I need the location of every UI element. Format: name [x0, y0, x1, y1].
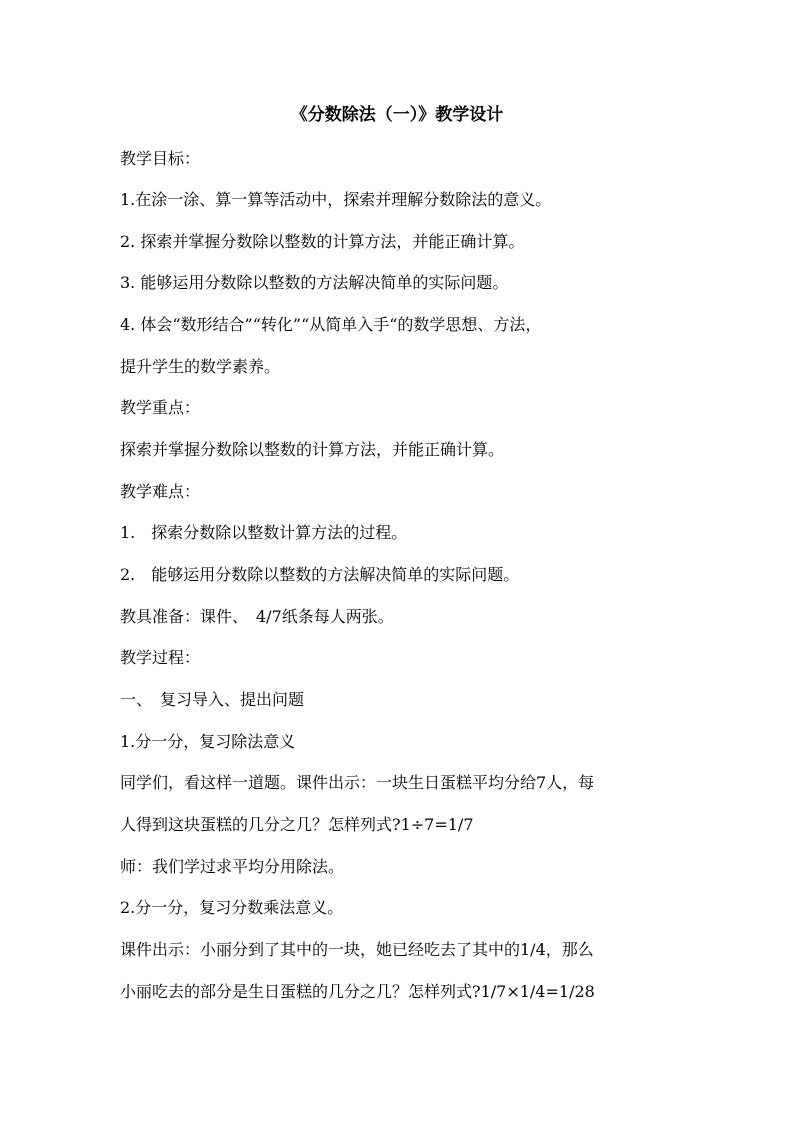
- process-step-1-heading: 一、 复习导入、提出问题: [120, 690, 305, 709]
- paragraph-line: 师：我们学过求平均分用除法。: [120, 857, 345, 876]
- document-title: 《分数除法（一）》教学设计: [290, 105, 504, 125]
- key-point-text: 探索并掌握分数除以整数的计算方法，并能正确计算。: [120, 440, 505, 459]
- materials-text: 教具准备：课件、 4/7纸条每人两张。: [120, 607, 394, 626]
- paragraph-line: 小丽吃去的部分是生日蛋糕的几分之几？怎样列式?1/7×1/4=1/28: [120, 982, 595, 1001]
- goal-item-2: 2. 探索并掌握分数除以整数的计算方法，并能正确计算。: [120, 232, 525, 251]
- paragraph-line: 课件出示：小丽分到了其中的一块，她已经吃去了其中的1/4，那么: [120, 940, 594, 959]
- difficulty-item-2: 2. 能够运用分数除以整数的方法解决简单的实际问题。: [120, 565, 520, 584]
- process-substep-1: 1.分一分，复习除法意义: [120, 732, 296, 751]
- goal-item-4-continued: 提升学生的数学素养。: [120, 357, 281, 376]
- paragraph-line: 人得到这块蛋糕的几分之几？怎样列式?1÷7=1/7: [120, 815, 474, 834]
- section-heading-difficulties: 教学难点：: [120, 482, 201, 501]
- difficulty-item-1: 1. 探索分数除以整数计算方法的过程。: [120, 523, 408, 542]
- paragraph-line: 同学们，看这样一道题。课件出示：一块生日蛋糕平均分给7人，每: [120, 773, 595, 792]
- process-substep-2: 2.分一分，复习分数乘法意义。: [120, 898, 344, 917]
- goal-item-1: 1.在涂一涂、算一算等活动中，探索并理解分数除法的意义。: [120, 190, 552, 209]
- section-heading-key-points: 教学重点：: [120, 398, 201, 417]
- goal-item-4: 4. 体会“数形结合”“转化”“从简单入手“的数学思想、方法，: [120, 315, 542, 334]
- section-heading-goals: 教学目标：: [120, 149, 201, 168]
- goal-item-3: 3. 能够运用分数除以整数的方法解决简单的实际问题。: [120, 273, 509, 292]
- section-heading-process: 教学过程：: [120, 648, 201, 667]
